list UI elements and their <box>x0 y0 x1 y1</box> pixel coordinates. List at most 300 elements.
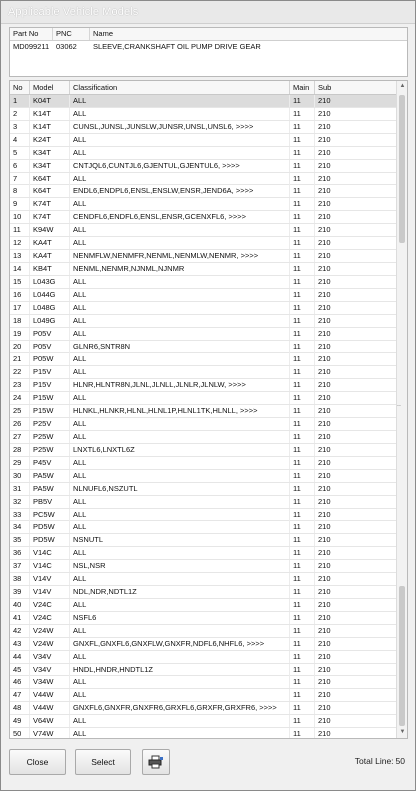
table-row[interactable] <box>10 276 396 289</box>
row-main: 11 <box>290 160 315 172</box>
row-no: 32 <box>10 496 30 508</box>
row-model: V34W <box>30 676 70 688</box>
table-row[interactable] <box>10 586 396 599</box>
table-row[interactable] <box>10 702 396 715</box>
row-no: 47 <box>10 689 30 701</box>
row-model: P15V <box>30 379 70 391</box>
table-row[interactable] <box>10 651 396 664</box>
table-row[interactable] <box>10 237 396 250</box>
row-sub: 210 <box>318 367 331 377</box>
row-main: 11 <box>290 315 315 327</box>
row-sub: 210 <box>318 225 331 235</box>
classification-column-header[interactable]: Classification <box>70 81 290 94</box>
row-classification: GNXFL,GNXFL6,GNXFLW,GNXFR,NDFL6,NHFL6, >>>> <box>70 638 290 650</box>
row-classification: ALL <box>70 134 290 146</box>
row-classification: ALL <box>70 431 290 443</box>
row-no: 37 <box>10 560 30 572</box>
select-button[interactable]: Select <box>75 749 131 775</box>
row-main: 11 <box>290 341 315 353</box>
table-row[interactable] <box>10 289 396 302</box>
row-classification: NENML,NENMR,NJNML,NJNMR <box>70 263 290 275</box>
row-sub: 210 <box>318 134 331 144</box>
row-no: 12 <box>10 237 30 249</box>
table-row[interactable] <box>10 353 396 366</box>
row-classification: HLNR,HLNTR8N,JLNL,JLNLL,JLNLR,JLNLW, >>>> <box>70 379 290 391</box>
row-model: P25V <box>30 418 70 430</box>
row-no: 25 <box>10 405 30 417</box>
total-line-indicator <box>353 756 405 766</box>
row-sub: 210 <box>318 651 331 661</box>
table-row[interactable] <box>10 366 396 379</box>
table-row[interactable] <box>10 444 396 457</box>
row-classification: GLNR6,SNTR8N <box>70 341 290 353</box>
row-sub: 210 <box>318 186 331 196</box>
table-row[interactable] <box>10 315 396 328</box>
row-main: 11 <box>290 431 315 443</box>
table-row[interactable] <box>10 664 396 677</box>
row-no: 42 <box>10 625 30 637</box>
row-classification: NDL,NDR,NDTL1Z <box>70 586 290 598</box>
row-sub: 210 <box>318 121 331 131</box>
row-no: 46 <box>10 676 30 688</box>
row-model: K64T <box>30 185 70 197</box>
title-bar <box>1 1 415 24</box>
table-row[interactable] <box>10 418 396 431</box>
table-row[interactable] <box>10 547 396 560</box>
part-info-header <box>10 28 407 41</box>
row-no: 40 <box>10 599 30 611</box>
row-model: V44W <box>30 689 70 701</box>
row-classification: ALL <box>70 728 290 739</box>
row-classification: CUNSL,JUNSL,JUNSLW,JUNSR,UNSL,UNSL6, >>>> <box>70 121 290 133</box>
row-main: 11 <box>290 470 315 482</box>
row-model: K74T <box>30 198 70 210</box>
row-main: 11 <box>290 509 315 521</box>
row-no: 16 <box>10 289 30 301</box>
row-no: 36 <box>10 547 30 559</box>
row-model: V24W <box>30 625 70 637</box>
row-model: P45V <box>30 457 70 469</box>
row-classification: ALL <box>70 676 290 688</box>
row-sub: 210 <box>318 716 331 726</box>
vehicle-models-grid[interactable] <box>9 80 408 739</box>
row-no: 9 <box>10 198 30 210</box>
table-row[interactable] <box>10 147 396 160</box>
table-row[interactable] <box>10 263 396 276</box>
row-sub: 210 <box>318 341 331 351</box>
vertical-scrollbar[interactable] <box>396 81 407 738</box>
row-main: 11 <box>290 95 315 107</box>
row-main: 11 <box>290 237 315 249</box>
scrollbar-track-segment <box>399 586 405 726</box>
row-classification: CENDFL6,ENDFL6,ENSL,ENSR,GCENXFL6, >>>> <box>70 211 290 223</box>
row-model: L048G <box>30 302 70 314</box>
part-no-value: MD099211 <box>13 42 50 51</box>
row-model: P05V <box>30 341 70 353</box>
row-main: 11 <box>290 302 315 314</box>
table-row[interactable] <box>10 405 396 418</box>
row-sub: 210 <box>318 108 331 118</box>
row-main: 11 <box>290 689 315 701</box>
table-row[interactable] <box>10 573 396 586</box>
table-row[interactable] <box>10 160 396 173</box>
print-button[interactable] <box>142 749 170 775</box>
row-main: 11 <box>290 586 315 598</box>
table-row[interactable] <box>10 534 396 547</box>
row-classification: ALL <box>70 392 290 404</box>
pnc-value: 03062 <box>56 42 77 51</box>
row-model: V24C <box>30 599 70 611</box>
row-no: 14 <box>10 263 30 275</box>
row-main: 11 <box>290 599 315 611</box>
row-classification: ALL <box>70 547 290 559</box>
row-model: V14C <box>30 560 70 572</box>
row-sub: 210 <box>318 625 331 635</box>
splitter-handle[interactable]: .. <box>397 401 401 408</box>
row-sub: 210 <box>318 302 331 312</box>
row-classification: ALL <box>70 289 290 301</box>
scroll-up-arrow-icon[interactable]: ▲ <box>399 83 406 89</box>
row-no: 34 <box>10 521 30 533</box>
table-row[interactable] <box>10 625 396 638</box>
row-sub: 210 <box>318 561 331 571</box>
row-model: K14T <box>30 108 70 120</box>
row-model: PC5W <box>30 509 70 521</box>
row-no: 24 <box>10 392 30 404</box>
row-model: K64T <box>30 173 70 185</box>
row-classification: ALL <box>70 418 290 430</box>
row-model: K14T <box>30 121 70 133</box>
row-main: 11 <box>290 418 315 430</box>
row-main: 11 <box>290 108 315 120</box>
row-model: P25W <box>30 431 70 443</box>
table-row[interactable] <box>10 341 396 354</box>
grid-rows <box>10 95 396 739</box>
table-row[interactable] <box>10 224 396 237</box>
row-sub: 210 <box>318 496 331 506</box>
table-row[interactable] <box>10 121 396 134</box>
table-row[interactable] <box>10 108 396 121</box>
row-main: 11 <box>290 702 315 714</box>
row-classification: GNXFL6,GNXFR,GNXFR6,GRXFL6,GRXFR,GRXFR6, >>>> <box>70 702 290 714</box>
row-no: 49 <box>10 715 30 727</box>
row-classification: ALL <box>70 147 290 159</box>
row-no: 30 <box>10 470 30 482</box>
row-classification: ALL <box>70 108 290 120</box>
row-model: K74T <box>30 211 70 223</box>
row-main: 11 <box>290 715 315 727</box>
row-main: 11 <box>290 173 315 185</box>
row-main: 11 <box>290 379 315 391</box>
row-no: 2 <box>10 108 30 120</box>
row-main: 11 <box>290 728 315 739</box>
row-model: V14V <box>30 573 70 585</box>
row-sub: 210 <box>318 587 331 597</box>
row-classification: ALL <box>70 198 290 210</box>
row-sub: 210 <box>318 548 331 558</box>
row-model: L044G <box>30 289 70 301</box>
row-model: L049G <box>30 315 70 327</box>
row-sub: 210 <box>318 263 331 273</box>
row-model: PB5V <box>30 496 70 508</box>
row-sub: 210 <box>318 612 331 622</box>
row-classification: ALL <box>70 470 290 482</box>
row-no: 27 <box>10 431 30 443</box>
row-classification: NLNUFL6,NSZUTL <box>70 483 290 495</box>
row-main: 11 <box>290 405 315 417</box>
row-model: P05V <box>30 328 70 340</box>
row-model: K94W <box>30 224 70 236</box>
row-main: 11 <box>290 444 315 456</box>
row-main: 11 <box>290 185 315 197</box>
table-row[interactable] <box>10 728 396 739</box>
row-classification: ALL <box>70 328 290 340</box>
row-no: 4 <box>10 134 30 146</box>
row-sub: 210 <box>318 238 331 248</box>
row-main: 11 <box>290 134 315 146</box>
row-model: V24W <box>30 638 70 650</box>
row-sub: 210 <box>318 173 331 183</box>
row-classification: ALL <box>70 224 290 236</box>
row-main: 11 <box>290 147 315 159</box>
row-sub: 210 <box>318 457 331 467</box>
name-header[interactable]: Name <box>93 29 114 38</box>
row-classification: HNDL,HNDR,HNDTL1Z <box>70 664 290 676</box>
row-main: 11 <box>290 521 315 533</box>
row-no: 28 <box>10 444 30 456</box>
row-sub: 210 <box>318 638 331 648</box>
row-classification: ALL <box>70 95 290 107</box>
row-classification: ALL <box>70 302 290 314</box>
table-row[interactable] <box>10 392 396 405</box>
grid-header <box>10 81 396 95</box>
row-main: 11 <box>290 392 315 404</box>
row-main: 11 <box>290 328 315 340</box>
table-row[interactable] <box>10 134 396 147</box>
row-classification: ALL <box>70 509 290 521</box>
table-row[interactable] <box>10 198 396 211</box>
printer-icon <box>148 755 164 769</box>
row-sub: 210 <box>318 276 331 286</box>
part-info-panel <box>9 27 408 77</box>
sub-column-header[interactable]: Sub <box>318 83 332 92</box>
row-no: 29 <box>10 457 30 469</box>
row-sub: 210 <box>318 251 331 261</box>
row-sub: 210 <box>318 470 331 480</box>
row-model: V44W <box>30 702 70 714</box>
row-main: 11 <box>290 289 315 301</box>
table-row[interactable] <box>10 715 396 728</box>
row-main: 11 <box>290 664 315 676</box>
row-model: K04T <box>30 95 70 107</box>
table-row[interactable] <box>10 496 396 509</box>
table-row[interactable] <box>10 328 396 341</box>
row-main: 11 <box>290 534 315 546</box>
row-no: 26 <box>10 418 30 430</box>
row-main: 11 <box>290 457 315 469</box>
row-classification: NSL,NSR <box>70 560 290 572</box>
row-main: 11 <box>290 121 315 133</box>
row-sub: 210 <box>318 328 331 338</box>
row-classification: ALL <box>70 276 290 288</box>
row-main: 11 <box>290 560 315 572</box>
row-sub: 210 <box>318 289 331 299</box>
row-no: 18 <box>10 315 30 327</box>
row-main: 11 <box>290 250 315 262</box>
pnc-header[interactable]: PNC <box>53 28 90 40</box>
row-main: 11 <box>290 211 315 223</box>
table-row[interactable] <box>10 599 396 612</box>
row-no: 1 <box>10 95 30 107</box>
row-main: 11 <box>290 366 315 378</box>
row-model: K34T <box>30 147 70 159</box>
row-no: 6 <box>10 160 30 172</box>
row-main: 11 <box>290 496 315 508</box>
row-no: 5 <box>10 147 30 159</box>
scroll-down-arrow-icon[interactable]: ▼ <box>399 729 406 735</box>
row-classification: ALL <box>70 521 290 533</box>
row-classification: NSNUTL <box>70 534 290 546</box>
table-row[interactable] <box>10 509 396 522</box>
row-model: PD5W <box>30 534 70 546</box>
row-no: 3 <box>10 121 30 133</box>
total-line-value: 50 <box>395 756 405 766</box>
row-classification: LNXTL6,LNXTL6Z <box>70 444 290 456</box>
row-no: 43 <box>10 638 30 650</box>
row-model: KA4T <box>30 237 70 249</box>
row-model: V64W <box>30 715 70 727</box>
row-sub: 210 <box>318 574 331 584</box>
table-row[interactable] <box>10 521 396 534</box>
row-main: 11 <box>290 651 315 663</box>
row-no: 39 <box>10 586 30 598</box>
row-main: 11 <box>290 224 315 236</box>
row-model: V24C <box>30 612 70 624</box>
row-no: 48 <box>10 702 30 714</box>
row-main: 11 <box>290 263 315 275</box>
row-sub: 210 <box>318 160 331 170</box>
row-sub: 210 <box>318 315 331 325</box>
row-no: 50 <box>10 728 30 739</box>
row-sub: 210 <box>318 703 331 713</box>
row-sub: 210 <box>318 393 331 403</box>
table-row[interactable] <box>10 379 396 392</box>
row-no: 21 <box>10 353 30 365</box>
row-no: 45 <box>10 664 30 676</box>
row-classification: ALL <box>70 366 290 378</box>
table-row[interactable] <box>10 612 396 625</box>
table-row[interactable] <box>10 302 396 315</box>
row-no: 31 <box>10 483 30 495</box>
row-classification: ALL <box>70 237 290 249</box>
part-name-value: SLEEVE,CRANKSHAFT OIL PUMP DRIVE GEAR <box>93 42 261 51</box>
row-model: PA5W <box>30 483 70 495</box>
part-no-header[interactable]: Part No <box>10 28 53 40</box>
row-model: P15W <box>30 405 70 417</box>
total-line-label: Total Line: <box>354 756 394 766</box>
row-no: 15 <box>10 276 30 288</box>
row-classification: HLNKL,HLNKR,HLNL,HLNL1P,HLNL1TK,HLNLL, >>>> <box>70 405 290 417</box>
table-row[interactable] <box>10 250 396 263</box>
table-row[interactable] <box>10 173 396 186</box>
row-sub: 210 <box>318 419 331 429</box>
row-classification: ALL <box>70 599 290 611</box>
row-model: V74W <box>30 728 70 739</box>
row-no: 17 <box>10 302 30 314</box>
row-no: 7 <box>10 173 30 185</box>
row-model: K24T <box>30 134 70 146</box>
table-row[interactable] <box>10 211 396 224</box>
row-no: 10 <box>10 211 30 223</box>
row-sub: 210 <box>318 535 331 545</box>
no-column-header[interactable]: No <box>10 81 30 94</box>
model-column-header[interactable]: Model <box>30 81 70 94</box>
row-main: 11 <box>290 573 315 585</box>
row-model: V14C <box>30 547 70 559</box>
table-row[interactable] <box>10 676 396 689</box>
row-classification: ALL <box>70 353 290 365</box>
row-sub: 210 <box>318 444 331 454</box>
row-classification: ALL <box>70 573 290 585</box>
row-no: 44 <box>10 651 30 663</box>
table-row[interactable] <box>10 431 396 444</box>
row-classification: NSFL6 <box>70 612 290 624</box>
row-sub: 210 <box>318 729 331 739</box>
row-sub: 210 <box>318 599 331 609</box>
row-model: P15V <box>30 366 70 378</box>
row-model: PD5W <box>30 521 70 533</box>
row-sub: 210 <box>318 483 331 493</box>
row-classification: CNTJQL6,CUNTJL6,GJENTUL,GJENTUL6, >>>> <box>70 160 290 172</box>
table-row[interactable] <box>10 470 396 483</box>
row-sub: 210 <box>318 212 331 222</box>
main-column-header[interactable]: Main <box>290 81 315 94</box>
part-info-row[interactable] <box>10 41 407 53</box>
row-classification: ALL <box>70 496 290 508</box>
row-main: 11 <box>290 547 315 559</box>
row-no: 41 <box>10 612 30 624</box>
table-row[interactable] <box>10 483 396 496</box>
row-sub: 210 <box>318 677 331 687</box>
row-model: V14V <box>30 586 70 598</box>
row-model: P25W <box>30 444 70 456</box>
row-no: 13 <box>10 250 30 262</box>
row-model: P15W <box>30 392 70 404</box>
row-no: 19 <box>10 328 30 340</box>
row-classification: ENDL6,ENDPL6,ENSL,ENSLW,ENSR,JEND6A, >>>> <box>70 185 290 197</box>
row-sub: 210 <box>318 147 331 157</box>
table-row[interactable] <box>10 457 396 470</box>
row-sub: 210 <box>318 522 331 532</box>
row-main: 11 <box>290 612 315 624</box>
close-button[interactable]: Close <box>9 749 66 775</box>
row-main: 11 <box>290 483 315 495</box>
row-main: 11 <box>290 198 315 210</box>
table-row[interactable] <box>10 638 396 651</box>
row-model: PA5W <box>30 470 70 482</box>
row-classification: NENMFLW,NENMFR,NENML,NENMLW,NENMR, >>>> <box>70 250 290 262</box>
scrollbar-thumb[interactable] <box>399 95 405 243</box>
row-classification: ALL <box>70 173 290 185</box>
row-model: KA4T <box>30 250 70 262</box>
table-row[interactable] <box>10 185 396 198</box>
table-row[interactable] <box>10 689 396 702</box>
table-row[interactable] <box>10 95 396 108</box>
table-row[interactable] <box>10 560 396 573</box>
row-sub: 210 <box>318 406 331 416</box>
row-sub: 210 <box>318 96 331 105</box>
row-model: V34V <box>30 651 70 663</box>
